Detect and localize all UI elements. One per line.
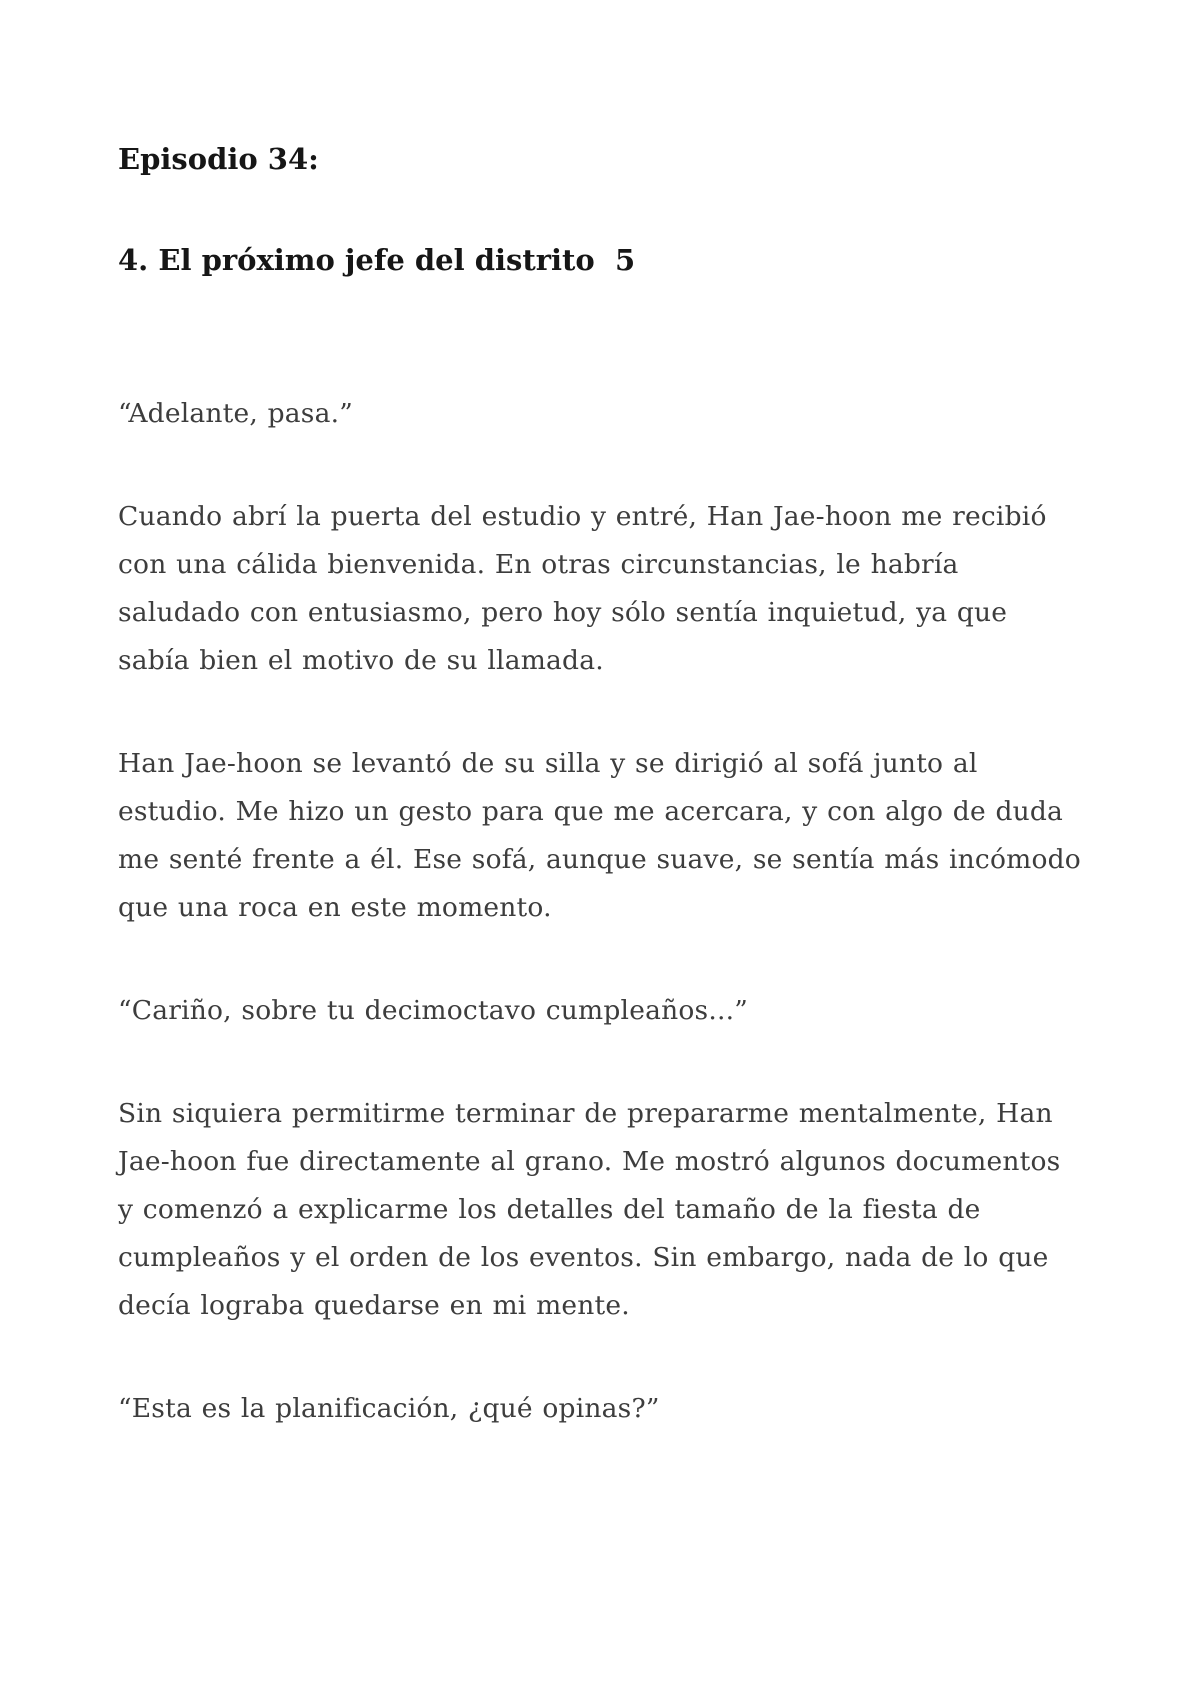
paragraph-dialogue-cumpleanos: “Cariño, sobre tu decimoctavo cumpleaños...”: [118, 994, 748, 1026]
episode-heading: Episodio 34:: [118, 142, 319, 176]
paragraph-dialogue-adelante: “Adelante, pasa.”: [118, 397, 353, 429]
chapter-heading: 4. El próximo jefe del distrito 5: [118, 242, 636, 277]
paragraph-dialogue-planificacion: “Esta es la planificación, ¿qué opinas?”: [118, 1392, 660, 1424]
paragraph-narration-sofa: Han Jae-hoon se levantó de su silla y se dirigió al sofá junto al estudio. Me hizo un gesto para que me acercara, y con algo de duda me senté frente a él. Ese sofá, aunque suave, se sentía más incómodo que una roca en este momento.: [118, 747, 1081, 923]
paragraph-narration-documentos: Sin siquiera permitirme terminar de prepararme mentalmente, Han Jae-hoon fue directamente al grano. Me mostró algunos documentos y comenzó a explicarme los detalles del tamaño de la fiesta de cumpleaños y el orden de los eventos. Sin embargo, nada de lo que decía lograba quedarse en mi mente.: [118, 1097, 1061, 1321]
paragraph-narration-entrada: Cuando abrí la puerta del estudio y entré, Han Jae-hoon me recibió con una cálida bienvenida. En otras circunstancias, le habría saludado con entusiasmo, pero hoy sólo sentía inquietud, ya que sabía bien el motivo de su llamada.: [118, 500, 1047, 676]
